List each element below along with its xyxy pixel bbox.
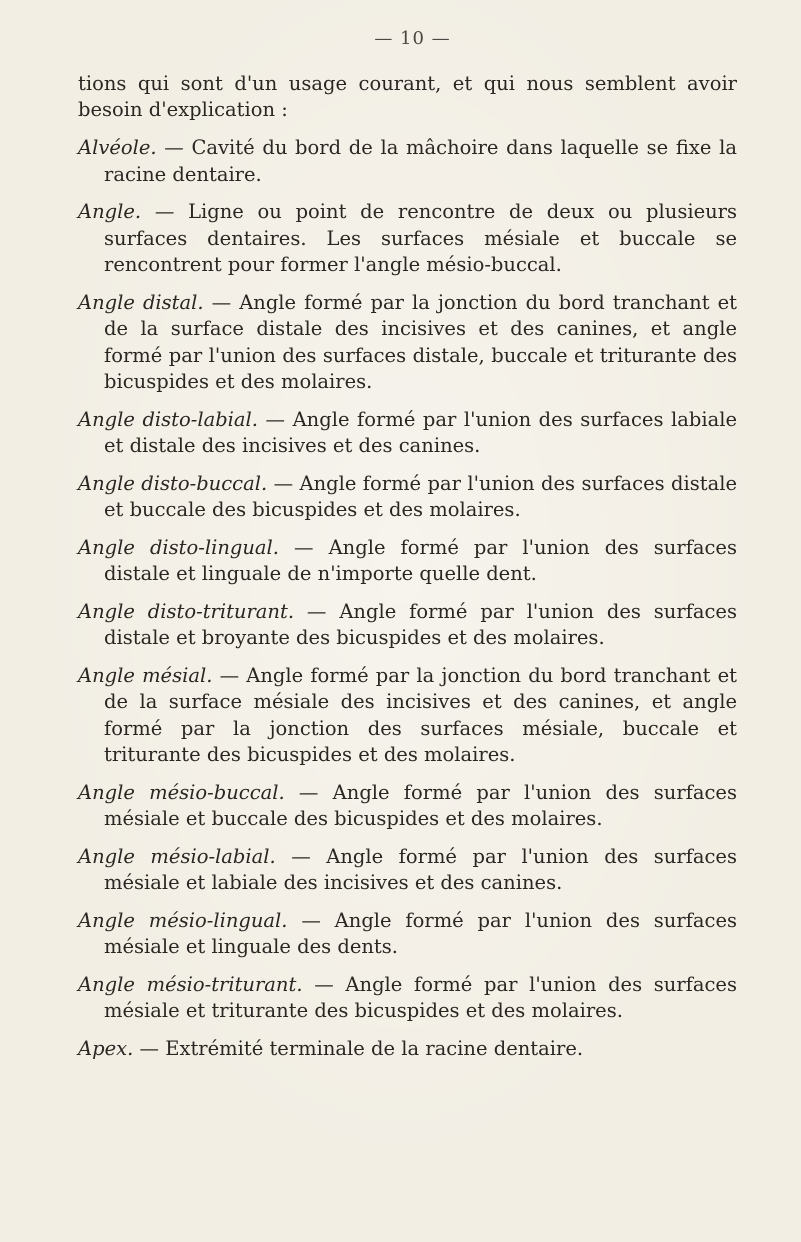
entry-term: Angle disto-buccal. xyxy=(78,471,268,495)
entry-term: Angle mésio-labial. xyxy=(78,844,276,868)
entry-separator: — xyxy=(257,407,293,431)
entry-term: Angle mésio-buccal. xyxy=(78,780,285,804)
entry-separator: — xyxy=(287,908,335,932)
entry-term: Angle disto-lingual. xyxy=(78,535,279,559)
entry-term: Angle distal. xyxy=(78,290,204,314)
entry-definition: Angle formé par l'union des surfaces mésiale et buccale des bicuspides et des molaires. xyxy=(104,780,737,830)
entry-definition: Ligne ou point de rencontre de deux ou plusieurs surfaces dentaires. Les surfaces mésiale et buccale se rencontrent pour former l'angle mésio-buccal. xyxy=(104,200,737,276)
glossary-entry xyxy=(78,1036,737,1063)
entry-separator: — xyxy=(212,663,247,687)
entry-separator: — xyxy=(267,471,300,495)
entry-definition: Angle formé par la jonction du bord tranchant et de la surface mésiale des incisives et des canines, et angle formé par la jonction des surfaces mésiale, buccale et triturante des bicuspides et des molaires. xyxy=(104,663,738,766)
entry-separator: — xyxy=(203,290,240,314)
entry-definition: Angle formé par l'union des surfaces mésiale et linguale des dents. xyxy=(104,908,737,958)
entry-term: Angle. xyxy=(78,200,142,223)
entry-definition: Cavité du bord de la mâchoire dans laquelle se fixe la racine dentaire. xyxy=(104,136,737,186)
entry-term: Angle mésio-lingual. xyxy=(78,908,288,932)
glossary-entry xyxy=(78,407,737,460)
entry-separator: — xyxy=(302,972,346,996)
entry-separator: — xyxy=(141,200,189,223)
entry-separator: — xyxy=(275,844,327,868)
entry-definition: Angle formé par l'union des surfaces distale et broyante des bicuspides et des molaires. xyxy=(104,599,737,649)
glossary-entry xyxy=(78,471,737,524)
entry-definition: Extrémité terminale de la racine dentaire. xyxy=(165,1036,584,1060)
entry-definition: Angle formé par l'union des surfaces distale et buccale des bicuspides et des molaires. xyxy=(104,471,738,521)
entry-term: Angle disto-triturant. xyxy=(78,599,295,623)
entry-term: Angle disto-labial. xyxy=(78,407,258,431)
glossary-entry xyxy=(78,199,737,279)
entry-definition: Angle formé par la jonction du bord tranchant et de la surface distale des incisives et des canines, et angle formé par l'union des surfaces distale, buccale et triturante des bicuspides et des molaires. xyxy=(104,290,737,393)
entry-term: Alvéole. xyxy=(78,136,157,159)
entry-separator: — xyxy=(294,599,340,623)
entry-separator: — xyxy=(278,535,329,559)
glossary-entry xyxy=(78,535,737,588)
glossary-entry xyxy=(78,780,737,833)
glossary-entry xyxy=(78,972,737,1025)
glossary-entry xyxy=(78,135,737,188)
entry-definition: Angle formé par l'union des surfaces mésiale et labiale des incisives et des canines. xyxy=(104,844,737,894)
glossary-entry xyxy=(78,599,737,652)
glossary-entry xyxy=(78,908,737,961)
glossary-entry xyxy=(78,844,737,897)
glossary-entry xyxy=(78,663,737,769)
entry-separator: — xyxy=(156,136,192,159)
entry-term: Angle mésio-triturant. xyxy=(78,972,303,996)
entry-definition: Angle formé par l'union des surfaces labiale et distale des incisives et des canines. xyxy=(104,407,737,457)
entry-separator: — xyxy=(133,1036,166,1060)
glossary-entry xyxy=(78,290,737,396)
page-number: — 10 — xyxy=(374,28,451,49)
entry-term: Angle mésial. xyxy=(78,663,213,687)
entry-separator: — xyxy=(284,780,333,804)
intro-paragraph: tions qui sont d'un usage courant, et qui nous semblent avoir besoin d'explication : xyxy=(78,72,737,121)
entry-definition: Angle formé par l'union des surfaces distale et linguale de n'importe quelle dent. xyxy=(104,535,737,585)
entry-term: Apex. xyxy=(78,1036,134,1060)
entry-definition: Angle formé par l'union des surfaces mésiale et triturante des bicuspides et des molaires. xyxy=(104,972,737,1022)
